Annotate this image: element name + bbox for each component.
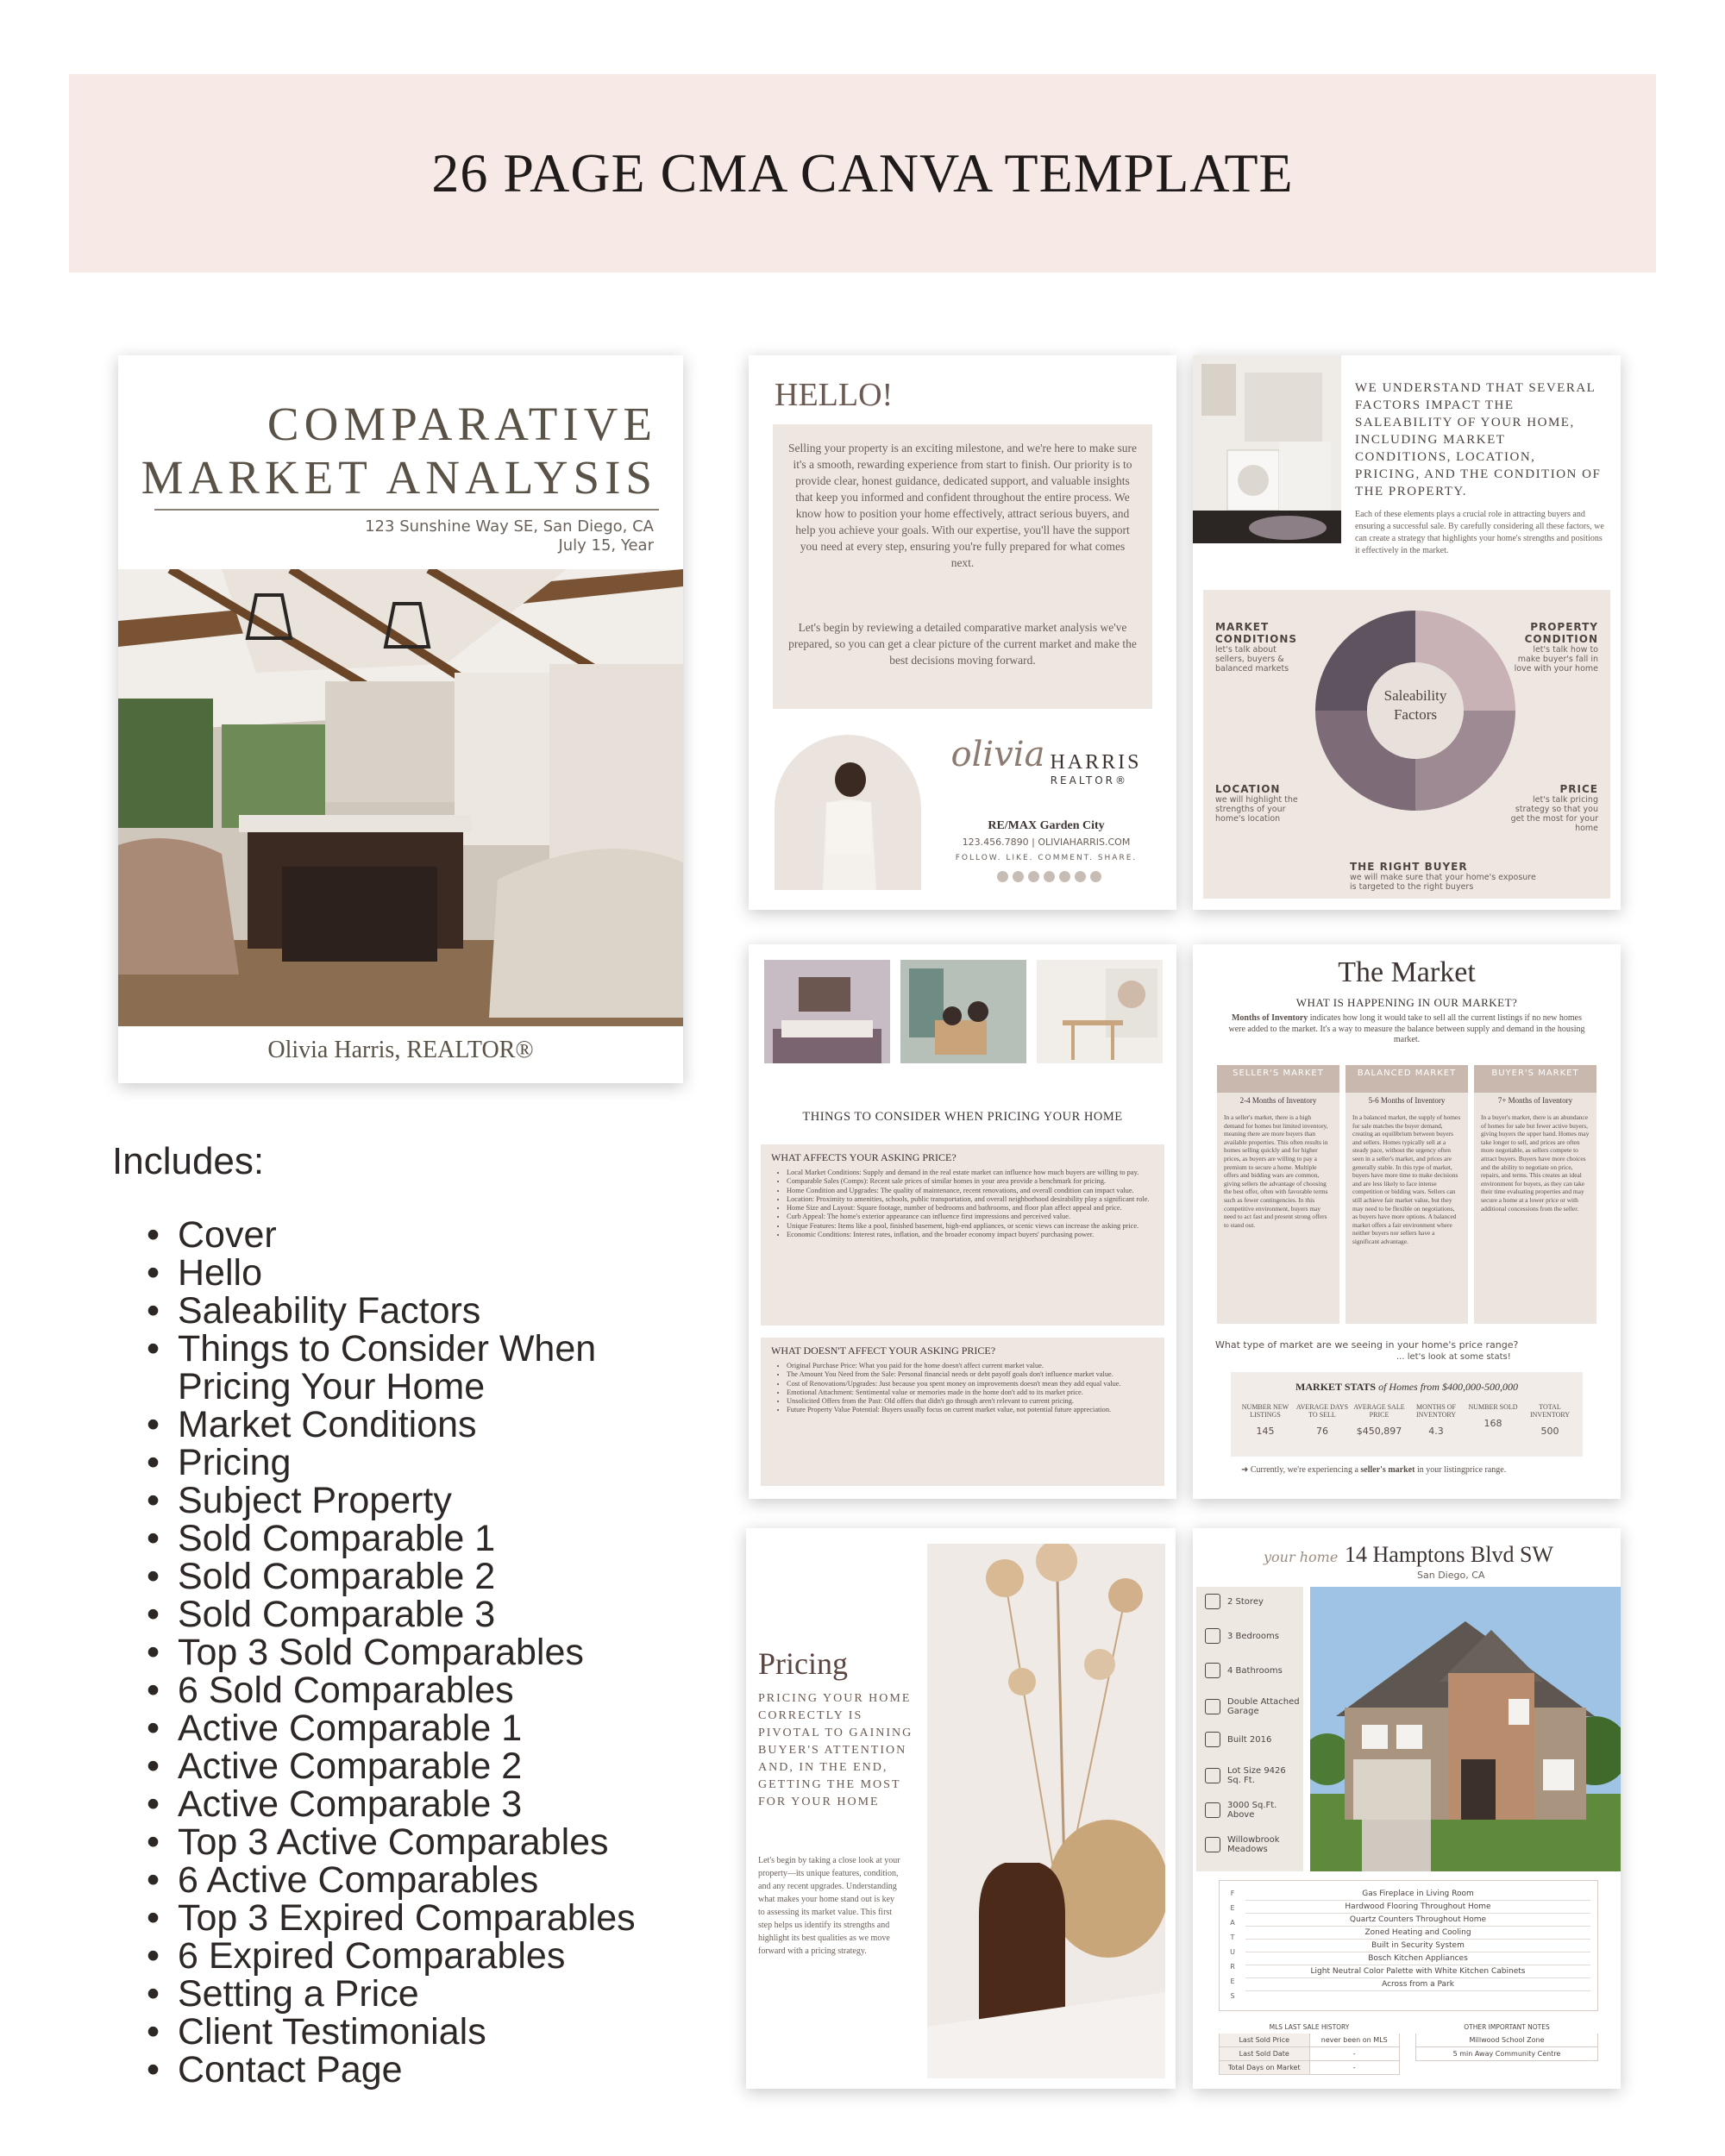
column-title: BALANCED MARKET [1346, 1065, 1468, 1093]
factor-location-title: LOCATION [1215, 783, 1281, 795]
subject-property-page-preview [1193, 1528, 1621, 2089]
note-text: 5 min Away Community Centre [1452, 2050, 1561, 2058]
pricing-page-preview [746, 1528, 1176, 2089]
stat-value: 500 [1540, 1426, 1559, 1437]
market-stat [1350, 1403, 1408, 1437]
pricing-title: Pricing [758, 1646, 848, 1681]
includes-item: • 6 Expired Comparables [147, 1937, 750, 1975]
subject-address: 14 Hamptons Blvd SW [1345, 1542, 1553, 1567]
history-heading: MLS LAST SALE HISTORY [1269, 2023, 1350, 2031]
stat-label: MONTHS OF INVENTORY [1415, 1403, 1457, 1419]
history-label: Total Days on Market [1220, 2061, 1310, 2074]
stat-label: AVERAGE SALE PRICE [1353, 1403, 1405, 1419]
includes-list [147, 1216, 750, 2089]
note-pre: Currently, we're experiencing a [1250, 1465, 1358, 1475]
history-row [1219, 2061, 1400, 2075]
arrow-right-icon: ➜ [1241, 1465, 1249, 1475]
market-title: The Market [1338, 956, 1476, 988]
features-letter: E [1230, 1977, 1235, 1985]
history-label: Last Sold Date [1220, 2047, 1310, 2060]
property-spec [1205, 1663, 1302, 1678]
family-moving-photo [900, 960, 1026, 1063]
stat-value: 4.3 [1428, 1426, 1444, 1437]
cover-kitchen-photo [118, 569, 683, 1026]
includes-item: • Cover [147, 1216, 750, 1254]
market-question: What type of market are we seeing in your home's price range? [1215, 1339, 1519, 1351]
note-row [1415, 2047, 1598, 2061]
cover-title-line2: MARKET ANALYSIS [141, 451, 657, 504]
features-letter: S [1230, 1992, 1235, 2000]
column-months: 2-4 Months of Inventory [1239, 1096, 1317, 1105]
factor-property-title: PROPERTY CONDITION [1524, 621, 1598, 645]
column-title: SELLER'S MARKET [1217, 1065, 1339, 1093]
feature-row: Gas Fireplace in Living Room [1245, 1888, 1590, 1901]
stat-label: NUMBER SOLD [1468, 1403, 1518, 1411]
buyers-market-column [1474, 1065, 1596, 1324]
column-months: 5-6 Months of Inventory [1368, 1096, 1446, 1105]
factor-property-sub: let's talk how to make buyer's fall in love with your home [1514, 645, 1598, 674]
things-to-consider-page-preview [749, 944, 1176, 1499]
instagram-icon [1090, 871, 1101, 882]
factor-price-sub: let's talk pricing strategy so that you get the most for your home [1510, 795, 1598, 833]
includes-item: • Sold Comparable 1 [147, 1520, 750, 1557]
includes-item: • Top 3 Sold Comparables [147, 1633, 750, 1671]
consideration-item: • Original Purchase Price: What you paid for the home doesn't affect current market value. [787, 1362, 1157, 1370]
factor-buyer-title: THE RIGHT BUYER [1350, 861, 1468, 873]
stat-label: AVERAGE DAYS TO SELL [1295, 1403, 1349, 1419]
saleability-page-preview [1193, 355, 1621, 910]
property-spec [1205, 1594, 1302, 1609]
market-intro [1227, 1013, 1586, 1046]
factor-market-sub: let's talk about sellers, buyers & balanced markets [1215, 645, 1289, 674]
spec-label: 3 Bedrooms [1227, 1631, 1279, 1641]
property-spec [1205, 1801, 1302, 1820]
history-label: Last Sold Price [1220, 2034, 1310, 2046]
features-vertical-label [1226, 1886, 1239, 2003]
consideration-item: • Emotional Attachment: Sentimental value or memories made in the home don't add to its market price. [787, 1388, 1157, 1397]
social-icons [980, 871, 1118, 882]
factor-price [1509, 783, 1598, 833]
feature-row: Across from a Park [1245, 1978, 1590, 1991]
bedroom-photo [764, 960, 890, 1063]
column-text: In a balanced market, the supply of homes for sale matches the buyer demand, creating an equilibrium between buyers and sellers. Homes typically sell at a steady pace, without the urgency often seen in a seller's market, and prices are generally stable. In this type of market, buyers have more time to make decisions and are less likely to face intense competition or bidding wars. Sellers can still achieve fair market value, but they may need to be flexible on negotiations, as buyers have more options. A balanced market offers a fair environment where neither buyers nor sellers have a significant advantage. [1352, 1113, 1461, 1245]
feature-row: Zoned Heating and Cooling [1245, 1927, 1590, 1940]
consideration-item: • Local Market Conditions: Supply and demand in the real estate market can influence how much buyers are willing to pay. [787, 1169, 1157, 1177]
stats-title-italic: of Homes from $400,000-500,000 [1378, 1381, 1518, 1393]
stat-value: 76 [1316, 1426, 1328, 1437]
spec-label: Built 2016 [1227, 1734, 1272, 1745]
balanced-market-column [1346, 1065, 1468, 1324]
cover-date: July 15, Year [558, 536, 654, 555]
includes-item: • Top 3 Active Comparables [147, 1823, 750, 1861]
column-months: 7+ Months of Inventory [1497, 1096, 1573, 1105]
spec-icon [1205, 1594, 1220, 1609]
note-row [1415, 2034, 1598, 2047]
hello-page-preview [749, 355, 1176, 910]
brokerage-name: RE/MAX Garden City [988, 819, 1105, 832]
consideration-item: • Unsolicited Offers from the Past: Old offers that didn't go through aren't relevant to current pricing. [787, 1397, 1157, 1406]
spec-label: 4 Bathrooms [1227, 1665, 1283, 1676]
stat-label: TOTAL INVENTORY [1529, 1403, 1571, 1419]
cover-page-preview [118, 355, 683, 1083]
features-letter: E [1230, 1904, 1235, 1912]
property-specs-sidebar [1196, 1587, 1303, 1871]
agent-contact: 123.456.7890 | OLIVIAHARRIS.COM [962, 837, 1131, 848]
subject-script-label: your home [1264, 1549, 1339, 1565]
spec-label: 3000 Sq.Ft. Above [1227, 1801, 1277, 1820]
market-stat [1521, 1403, 1579, 1437]
consideration-item: • Location: Proximity to amenities, schools, public transportation, and overall neighborhood desirability play a significant role. [787, 1195, 1157, 1204]
signature-script: olivia [950, 735, 1045, 774]
market-stat [1293, 1403, 1352, 1437]
facebook-icon [1013, 871, 1024, 882]
important-notes-table [1415, 2023, 1598, 2061]
follow-tagline: FOLLOW. LIKE. COMMENT. SHARE. [955, 854, 1138, 862]
includes-item: • Sold Comparable 2 [147, 1557, 750, 1595]
agent-portrait-photo [775, 735, 921, 890]
subject-city: San Diego, CA [1417, 1570, 1485, 1581]
market-intro-text: indicates how long it would take to sell all the current listings if no new homes were added to the market. It's a way to measure the balance between supply and demand in the housing market. [1228, 1013, 1585, 1044]
affects-price-box [761, 1144, 1164, 1326]
pricing-body: Let's begin by taking a close look at your property—its unique features, condition, and any recent upgrades. Understanding what makes your home stand out is key to assessing its market value. This first step helps us identify its strengths and highlight its best qualities as we move forward with a pricing strategy. [758, 1856, 900, 1956]
market-note [1241, 1465, 1603, 1475]
twitter-icon [1059, 871, 1070, 882]
spec-icon [1205, 1663, 1220, 1678]
history-value: - [1352, 2064, 1356, 2071]
signature-title: REALTOR® [1050, 774, 1128, 787]
consideration-item: • Curb Appeal: The home's exterior appearance can influence first impressions and perceived value. [787, 1213, 1157, 1221]
spec-icon [1205, 1837, 1220, 1852]
hello-paragraph-2: Let's begin by reviewing a detailed comparative market analysis we've prepared, so you can get a clear picture of the current market and make the best decisions moving forward. [788, 621, 1137, 667]
consideration-item: • The Amount You Need from the Sale: Personal financial needs or debt payoff goals don't influence market value. [787, 1370, 1157, 1379]
factor-right-buyer [1350, 861, 1540, 892]
history-value: never been on MLS [1320, 2036, 1388, 2044]
agent-signature-logo [930, 735, 1163, 787]
feature-row: Bosch Kitchen Appliances [1245, 1952, 1590, 1965]
market-intro-bold: Months of Inventory [1231, 1013, 1308, 1023]
note-text: Millwood School Zone [1469, 2036, 1545, 2044]
feature-row: Light Neutral Color Palette with White Kitchen Cabinets [1245, 1965, 1590, 1978]
email-icon [997, 871, 1008, 882]
includes-item: • Active Comparable 3 [147, 1785, 750, 1823]
linkedin-icon [1075, 871, 1086, 882]
youtube-icon [1028, 871, 1039, 882]
includes-item: • Active Comparable 1 [147, 1709, 750, 1747]
features-letter: R [1230, 1963, 1235, 1971]
cover-address: 123 Sunshine Way SE, San Diego, CA [365, 517, 654, 536]
hello-heading: HELLO! [775, 377, 894, 413]
features-letter: F [1230, 1890, 1235, 1897]
market-stats-title [1231, 1381, 1583, 1394]
property-spec [1205, 1697, 1302, 1716]
sellers-market-column [1217, 1065, 1339, 1324]
title-banner [69, 74, 1656, 273]
dining-nook-photo [1037, 960, 1163, 1063]
includes-item: • 6 Sold Comparables [147, 1671, 750, 1709]
includes-item: • Saleability Factors [147, 1292, 750, 1330]
market-stats-box [1231, 1372, 1583, 1457]
factor-price-title: PRICE [1559, 783, 1598, 795]
not-affects-list [776, 1362, 1157, 1415]
hello-paragraph-1: Selling your property is an exciting milestone, and we're here to make sure it's a smooth, rewarding experience from start to finish. Our priority is to provide clear, honest guidance, dedicated support, and valuable insights that keep you informed and confident throughout the entire process. We know how to position your home effectively, attract serious buyers, and help you achieve your goals. With our expertise, you'll have the support you need at every step, ensuring you're fully prepared for what comes next. [788, 442, 1137, 569]
includes-item: • Setting a Price [147, 1975, 750, 2013]
stats-title-bold: MARKET STATS [1295, 1381, 1377, 1393]
includes-item: Pricing Your Home [178, 1366, 486, 1407]
includes-item: • Top 3 Expired Comparables [147, 1899, 750, 1937]
market-page-preview [1193, 944, 1621, 1499]
includes-item: • Hello [147, 1254, 750, 1292]
saleability-body: Each of these elements plays a crucial role in attracting buyers and ensuring a successful sale. By carefully considering all these factors, we can create a strategy that highlights your home's strengths and positions it effectively in the market. [1355, 510, 1604, 555]
history-row [1219, 2047, 1400, 2061]
spec-icon [1205, 1768, 1220, 1783]
consideration-item: • Economic Conditions: Interest rates, inflation, and the broader economy impact buyers' purchasing power. [787, 1231, 1157, 1239]
includes-item: • Sold Comparable 3 [147, 1595, 750, 1633]
note-bold: seller's market [1360, 1465, 1415, 1475]
includes-item: • Things to Consider When [147, 1330, 750, 1368]
column-text: In a seller's market, there is a high demand for homes but limited inventory, meaning there are more buyers than available properties. This often results in homes selling quickly and for higher prices, as buyers are willing to pay a premium to secure a home. Multiple offers and bidding wars are common, giving sellers the advantage of choosing the best offer, often with favorable terms such as fewer contingencies. In this competitive environment, buyers may need to act fast and present strong offers to stand out. [1224, 1113, 1328, 1229]
history-row [1219, 2034, 1400, 2047]
includes-item: • Pricing [147, 1444, 750, 1482]
features-letter: A [1230, 1919, 1235, 1927]
consideration-item: • Cost of Renovations/Upgrades: Just because you spent money on improvements doesn't mean they add equal value. [787, 1380, 1157, 1388]
not-affects-heading: WHAT DOESN'T AFFECT YOUR ASKING PRICE? [771, 1344, 996, 1357]
stat-label: NUMBER NEW LISTINGS [1241, 1403, 1289, 1419]
stat-value: 168 [1484, 1418, 1502, 1429]
factor-location-sub: we will highlight the strengths of your home's location [1215, 795, 1298, 824]
consideration-item: • Comparable Sales (Comps): Recent sale prices of similar homes in your area provide a benchmark for pricing. [787, 1177, 1157, 1186]
cover-agent-name: Olivia Harris, REALTOR® [267, 1037, 534, 1063]
laundry-room-photo [1193, 355, 1341, 543]
spec-label: Double Attached Garage [1227, 1697, 1300, 1716]
stat-value: 145 [1256, 1426, 1275, 1437]
pricing-subtitle: PRICING YOUR HOME CORRECTLY IS PIVOTAL TO GAINING BUYER'S ATTENTION AND, IN THE END, GETTING THE MOST FOR YOUR HOME [758, 1692, 913, 1808]
saleability-factors-panel [1203, 590, 1610, 899]
includes-item: • Subject Property [147, 1482, 750, 1520]
cover-divider [154, 509, 659, 511]
market-subtitle: WHAT IS HAPPENING IN OUR MARKET? [1295, 996, 1518, 1009]
history-value: - [1352, 2050, 1356, 2058]
affects-list [776, 1169, 1157, 1239]
includes-item: • Contact Page [147, 2051, 750, 2089]
features-letter: U [1230, 1948, 1235, 1956]
factor-property-condition [1512, 621, 1598, 674]
property-spec [1205, 1835, 1302, 1854]
note-post: in your listingprice range. [1416, 1465, 1507, 1475]
cover-title-line1: COMPARATIVE [267, 398, 657, 450]
factor-market-title: MARKET CONDITIONS [1215, 621, 1298, 645]
pinterest-icon [1044, 871, 1055, 882]
market-stat [1464, 1403, 1522, 1429]
spec-icon [1205, 1732, 1220, 1747]
market-stat [1236, 1403, 1295, 1437]
spec-icon [1205, 1802, 1220, 1818]
notes-heading: OTHER IMPORTANT NOTES [1464, 2023, 1550, 2031]
house-exterior-photo [1310, 1587, 1621, 1871]
consideration-item: • Future Property Value Potential: Buyers usually focus on current market value, not potential future appreciation. [787, 1406, 1157, 1414]
includes-item: • Active Comparable 2 [147, 1747, 750, 1785]
factor-market-conditions [1215, 621, 1302, 674]
includes-item: • Market Conditions [147, 1406, 750, 1444]
spec-label: 2 Storey [1227, 1596, 1264, 1607]
consideration-item: • Home Condition and Upgrades: The quality of maintenance, recent renovations, and overall condition can impact value. [787, 1187, 1157, 1195]
market-answer: ... let's look at some stats! [1396, 1352, 1511, 1362]
includes-item: • 6 Active Comparables [147, 1861, 750, 1899]
donut-center-label-2: Factors [1393, 706, 1438, 723]
feature-row: Hardwood Flooring Throughout Home [1245, 1901, 1590, 1914]
stat-value: $450,897 [1356, 1426, 1402, 1437]
spec-label: Willowbrook Meadows [1227, 1835, 1280, 1854]
property-spec [1205, 1732, 1302, 1747]
property-spec [1205, 1766, 1302, 1785]
affects-heading: WHAT AFFECTS YOUR ASKING PRICE? [771, 1151, 957, 1163]
signature-name: HARRIS [1050, 751, 1142, 774]
spec-icon [1205, 1628, 1220, 1644]
sale-history-table [1219, 2023, 1400, 2075]
things-title: THINGS TO CONSIDER WHEN PRICING YOUR HOME [802, 1110, 1123, 1124]
features-table [1219, 1880, 1598, 2011]
property-spec [1205, 1628, 1302, 1644]
not-affects-price-box [761, 1338, 1164, 1486]
hello-message-box [773, 424, 1152, 709]
includes-heading: Includes: [112, 1140, 265, 1182]
factor-location [1215, 783, 1302, 824]
features-letter: T [1230, 1934, 1235, 1941]
dried-flowers-photo [927, 1544, 1165, 2078]
includes-item: • Client Testimonials [147, 2013, 750, 2051]
saleability-heading: WE UNDERSTAND THAT SEVERAL FACTORS IMPACT THE SALEABILITY OF YOUR HOME, INCLUDING MARKET CONDITIONS, LOCATION, PRICING, AND THE CONDITION OF THE PROPERTY. [1355, 381, 1602, 498]
column-title: BUYER'S MARKET [1474, 1065, 1596, 1093]
consideration-item: • Unique Features: Items like a pool, finished basement, high-end appliances, or scenic views can increase the asking price. [787, 1222, 1157, 1231]
spec-icon [1205, 1699, 1220, 1714]
consideration-item: • Home Size and Layout: Square footage, number of bedrooms and bathrooms, and floor plan affect appeal and price. [787, 1204, 1157, 1213]
donut-center-label: Saleability [1383, 687, 1447, 704]
feature-row: Quartz Counters Throughout Home [1245, 1914, 1590, 1927]
column-text: In a buyer's market, there is an abundance of homes for sale but fewer active buyers, giving buyers the upper hand. Homes may take longer to sell, and prices are often more negotiable, as sellers compete to attract buyers. Buyers have more choices and the ability to negotiate on price, repairs, and terms. This creates an ideal environment for buyers, as they can take their time evaluating properties and may secure a home at a lower price or with additional concessions from the seller. [1481, 1113, 1590, 1213]
factor-buyer-sub: we will make sure that your home's exposure is targeted to the right buyers [1350, 873, 1536, 892]
market-stat [1407, 1403, 1465, 1437]
spec-label: Lot Size 9426 Sq. Ft. [1227, 1766, 1286, 1785]
feature-row: Built in Security System [1245, 1940, 1590, 1952]
banner-title: 26 PAGE CMA CANVA TEMPLATE [431, 142, 1294, 204]
